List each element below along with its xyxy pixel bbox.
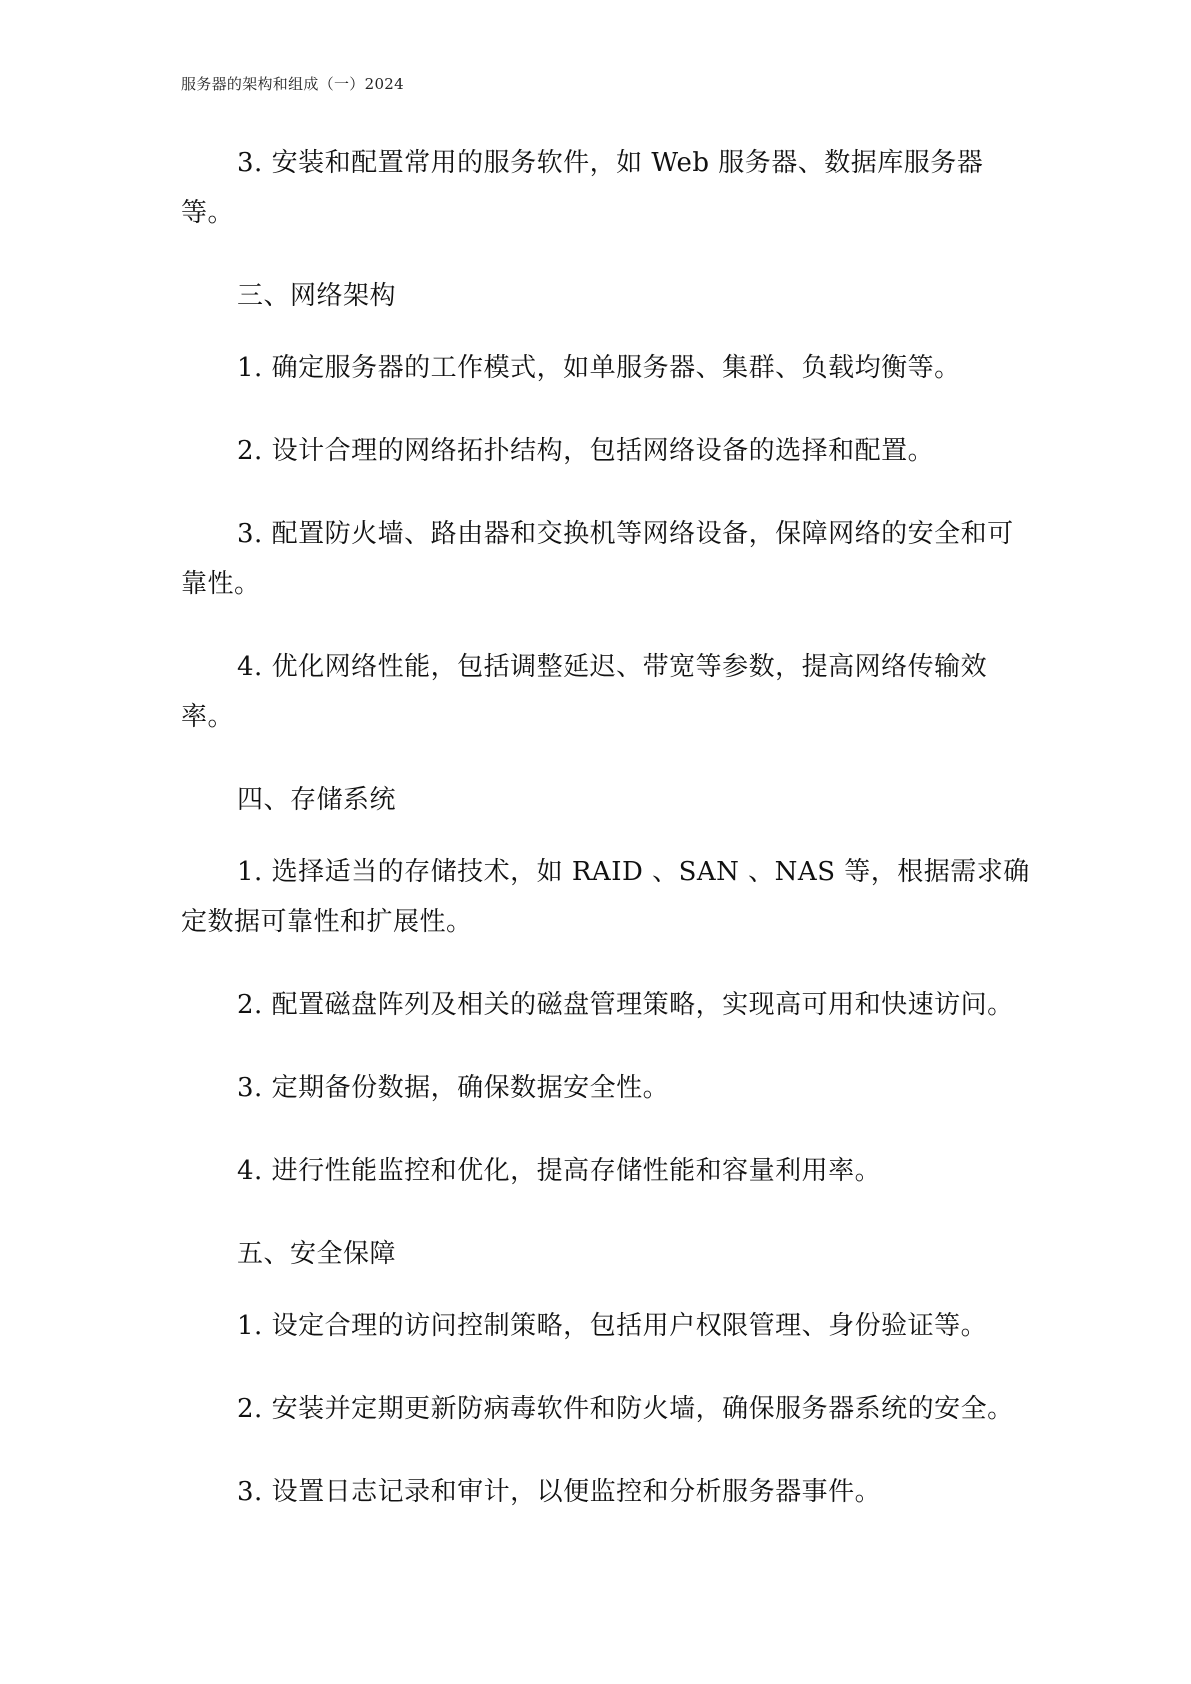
paragraph-network-2: 2. 设计合理的网络拓扑结构，包括网络设备的选择和配置。 <box>237 436 935 466</box>
paragraph-storage-4: 4. 进行性能监控和优化，提高存储性能和容量利用率。 <box>237 1156 882 1186</box>
page-header-title: 服务器的架构和组成（一）2024 <box>181 75 404 93</box>
paragraph-security-3: 3. 设置日志记录和审计，以便监控和分析服务器事件。 <box>237 1477 882 1507</box>
section-heading-storage: 四、存储系统 <box>237 785 397 815</box>
paragraph-network-3: 3. 配置防火墙、路由器和交换机等网络设备，保障网络的安全和可靠性。 <box>181 519 1014 599</box>
paragraph-network-4: 4. 优化网络性能，包括调整延迟、带宽等参数，提高网络传输效率。 <box>181 652 988 732</box>
paragraph-security-2: 2. 安装并定期更新防病毒软件和防火墙，确保服务器系统的安全。 <box>237 1394 1014 1424</box>
paragraph-security-1: 1. 设定合理的访问控制策略，包括用户权限管理、身份验证等。 <box>237 1311 988 1341</box>
document-body <box>181 138 1031 1550</box>
paragraph-storage-3: 3. 定期备份数据，确保数据安全性。 <box>237 1073 670 1103</box>
paragraph-install-software: 3. 安装和配置常用的服务软件，如 Web 服务器、数据库服务器等。 <box>181 148 984 228</box>
section-heading-network: 三、网络架构 <box>237 281 397 311</box>
section-heading-security: 五、安全保障 <box>237 1239 397 1269</box>
paragraph-storage-1: 1. 选择适当的存储技术，如 RAID 、SAN 、NAS 等，根据需求确定数据可靠性和扩展性。 <box>181 857 1030 937</box>
paragraph-network-1: 1. 确定服务器的工作模式，如单服务器、集群、负载均衡等。 <box>237 353 961 383</box>
paragraph-storage-2: 2. 配置磁盘阵列及相关的磁盘管理策略，实现高可用和快速访问。 <box>237 990 1014 1020</box>
